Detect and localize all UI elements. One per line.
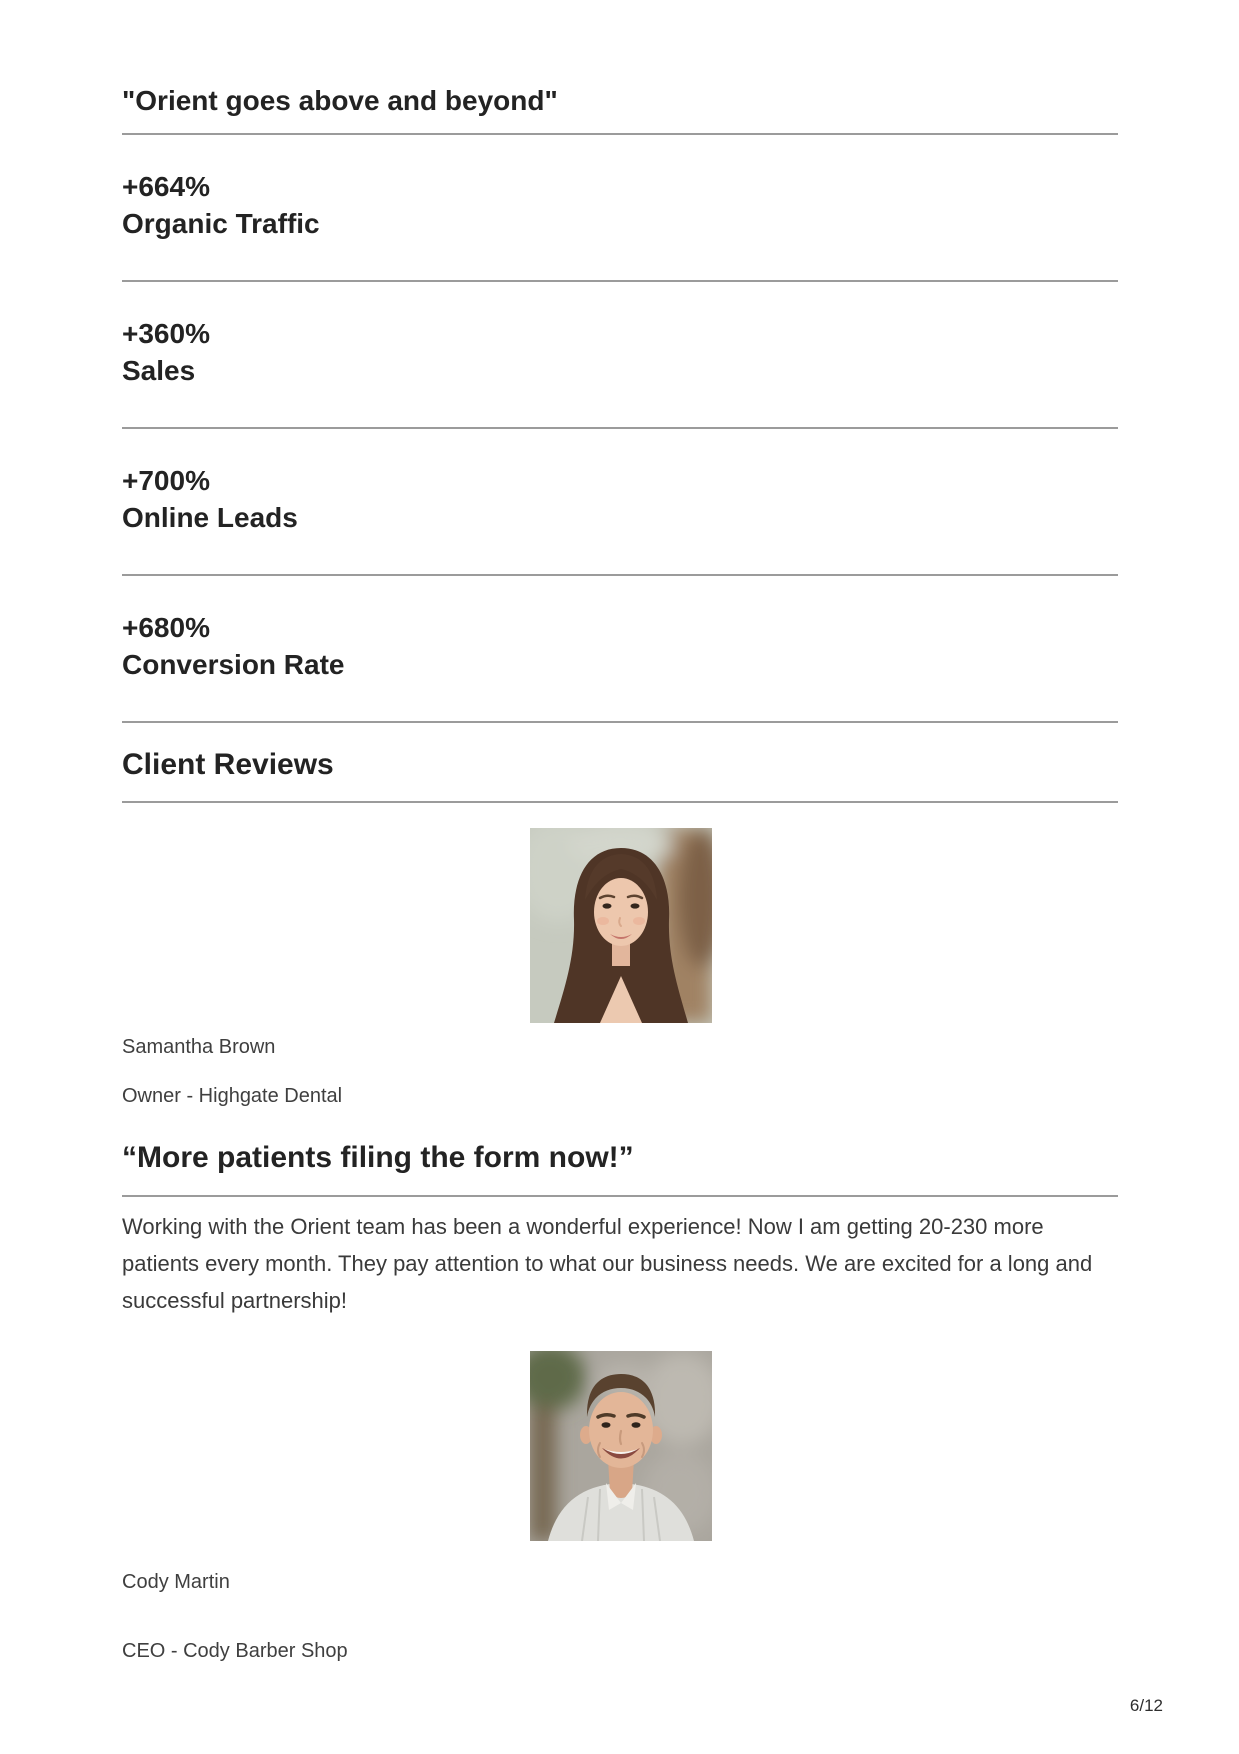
review-quote-heading: “More patients filing the form now!” <box>122 1141 634 1174</box>
reviewer-name: Cody Martin <box>122 1571 230 1593</box>
reviewer-role: CEO - Cody Barber Shop <box>122 1640 348 1662</box>
stat-label: Organic Traffic <box>122 208 320 239</box>
stat-sales <box>122 315 210 389</box>
stat-conversion-rate <box>122 609 345 683</box>
stat-value: +680% <box>122 612 210 643</box>
stat-label: Sales <box>122 355 196 386</box>
section-divider <box>122 133 1118 135</box>
stat-label: Online Leads <box>122 502 298 533</box>
section-divider <box>122 574 1118 576</box>
stat-value: +360% <box>122 318 210 349</box>
section-divider <box>122 801 1118 803</box>
stat-value: +700% <box>122 465 210 496</box>
section-divider <box>122 721 1118 723</box>
stat-value: +664% <box>122 171 210 202</box>
stat-organic-traffic <box>122 168 320 242</box>
reviewer-role: Owner - Highgate Dental <box>122 1085 343 1107</box>
section-divider <box>122 427 1118 429</box>
reviewer-name: Samantha Brown <box>122 1036 276 1058</box>
page-number: 6/12 <box>1129 1696 1163 1715</box>
review-quote-text: Working with the Orient team has been a wonderful experience! Now I am getting 20-230 more patients every month. They pay attention to what our business needs. We are excited for a long and successful partnership! <box>122 1214 1093 1313</box>
reviewer-photo-samantha-brown <box>530 828 712 1023</box>
client-reviews-heading: Client Reviews <box>122 748 334 781</box>
stat-label: Conversion Rate <box>122 649 345 680</box>
stat-online-leads <box>122 462 298 536</box>
section-divider <box>122 1195 1118 1197</box>
testimonial-headline: "Orient goes above and beyond" <box>122 85 558 116</box>
reviewer-photo-cody-martin <box>530 1351 712 1541</box>
section-divider <box>122 280 1118 282</box>
